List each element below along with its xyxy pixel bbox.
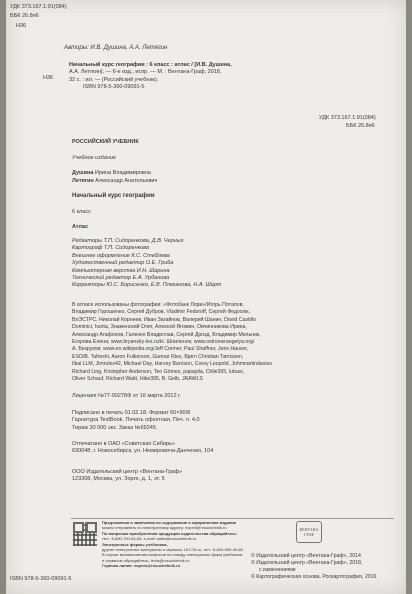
photo-credit-line: Егорова Елена; www.bryansky-les.ru/Н. Шпиленок; www.ostrovwrangelya.org/ [72, 339, 255, 346]
photo-credits [72, 302, 272, 383]
credit-line: Художественный редактор О.Е. Гриба [72, 260, 174, 267]
printer-line: 630048, г. Новосибирск, ул. Немировича-Данченко, 104 [72, 448, 214, 455]
qr-code-icon [73, 522, 97, 546]
person-surname: Летягин [72, 178, 94, 184]
photo-credit-line: ESO/B. Tafreshi, Aaron Fulkerson, Gunnar Ries, Bjørn Christian Tørrissen, [72, 353, 244, 360]
divider [71, 518, 394, 519]
footer-notes [102, 520, 243, 569]
credit-line: Технический редактор Е.А. Урбанова [72, 275, 170, 282]
footer-note-line: и сервисов обращайтесь: lecta@rosuchebnik.ru [102, 557, 190, 563]
catalog-line: А.А. Летягин]. — 6-е изд., испр. — М. : Вентана-Граф, 2018, [69, 69, 222, 76]
publisher-info [72, 469, 182, 484]
footer-note-line: другие электронные материалы и сервисы: LECTA.ru, тел.: 8-800-555-46-68 [102, 547, 243, 553]
copyright-line: © Картографическая основа. Роскартография, 2016 [251, 574, 377, 580]
catalog-description [69, 62, 232, 92]
footer-note-line: Горячая линия: vopros@rosuchebnik.ru [102, 563, 181, 569]
person-row [72, 178, 157, 184]
grade: 6 класс [72, 209, 91, 215]
catalog-code: Н36 [43, 75, 54, 81]
print-info [72, 410, 200, 432]
credit-line: Редакторы Т.П. Сидоренкова, Д.В. Черных [72, 238, 184, 244]
series-label: РОССИЙСКИЙ УЧЕБНИК [72, 139, 139, 145]
catalog-udk: УДК 373.167.1:91(084) [319, 115, 376, 121]
copyright-block [251, 553, 376, 581]
person-given-names: Ирина Владимировна [94, 170, 151, 176]
footer-note-line: Предложения и замечания по содержанию и оформлению издания [102, 520, 237, 525]
publisher-seal-logo [296, 521, 322, 543]
photo-credit-line: Александр Агафонов, Галенко Владислав, Сергей Дрозд, Владимир Мельник, [72, 331, 261, 338]
credit-line: Корректоры Ю.С. Борисенко, Е.В. Плеханова, Н.А. Шарт [72, 282, 222, 289]
catalog-line: ISBN 978-5-360-09091-5 [83, 84, 145, 91]
person-given-names: Александр Анатольевич [95, 178, 158, 184]
catalog-line: 32 с. : ил. — (Российский учебник). [69, 76, 159, 83]
catalog-line: Начальный курс географии : 6 класс : атлас / [И.В. Душина, [69, 62, 232, 68]
book-title: Начальный курс географии [72, 193, 155, 199]
copyright-line: с изменениями [259, 567, 296, 573]
photo-credit-line: ВлЭСТРС, Николай Корнеев, Иван Загайнов, Валерий Шанин, David Castillo [72, 316, 256, 323]
code-top: Н36 [16, 23, 27, 29]
edition-type: Учебное издание [72, 155, 116, 161]
book-imprint-page [6, 0, 406, 594]
credits-list [72, 238, 221, 290]
isbn-bottom: ISBN 978-5-360-09091-5 [10, 576, 72, 582]
photo-credit-line: Oliver Schauf, Richard Waitt, Hike395, B. Gelb, JRAWLS [72, 376, 203, 383]
publisher-line: 123308, Москва, ул. Зорге, д. 1, эт. 5 [72, 476, 165, 483]
footer-note-line: тел.: 8-800-700-64-83; e-mail: sales@rosuchebnik.ru [102, 536, 197, 542]
photo-credit-line: В атласе использованы фотографии: «Фотобанк Лори»/Игорь Потапов, [72, 302, 244, 308]
person-surname: Душина [72, 170, 94, 176]
publisher-line: ООО Издательский центр «Вентана-Граф» [72, 469, 183, 475]
credit-line: Внешнее оформление К.С. Стеблева [72, 252, 170, 259]
printer-line: Отпечатано в ОАО «Советская Сибирь» [72, 441, 175, 447]
footer-note-line: Электронные формы учебников, [102, 541, 168, 547]
printer-info [72, 441, 213, 456]
copyright-line: © Издательский центр «Вентана-Граф», 2014 [251, 553, 361, 559]
footer-note-line: В случае возникновения вопросов по поводу электронных форм учебников [102, 552, 243, 558]
footer-note-line: можно отправлять по электронному адресу: expert@rosuchebnik.ru [102, 525, 227, 531]
license-line: Лицензия №77-00278Ф от 16 марта 2012 г. [72, 393, 181, 399]
photo-credit-line: Richard Ling, Kristopher Anderson, Teo Gómez, papayita, Chile365, lubasi, [72, 368, 245, 375]
authors-line: Авторы: И.В. Душина, А.А. Летягин [64, 45, 168, 51]
photo-credit-line: Владимир Горошенко, Сергей Дубров, Vladimir Fedoroff, Сергей Федосюк, [72, 309, 251, 316]
credit-line: Компьютерная верстка И.Н. Шарина [72, 267, 170, 274]
print-info-line: Гарнитура TextBook. Печать офсетная. Печ. л. 4,0 [72, 417, 200, 424]
udk-top: УДК 373.167.1:91(084) [10, 4, 67, 10]
book-subtitle: Атлас [72, 224, 89, 230]
seal-text: ВЕНТАНА [299, 527, 319, 532]
footer-note-line: По вопросам приобретения продукции издательства обращайтесь: [102, 530, 238, 536]
photo-credit-line: Dominici, hunta, Знаменский Олег, Алексей Ягомин, Овчинникова Ирина, [72, 324, 247, 331]
photo-credit-line: Ilkai LLM, Jimrules42, Michael Day, Harvey Barrison, Corey Leopold, Johnmartindavies [72, 361, 272, 368]
photo-credit-line: А. Безруков; www.en.wikipedia.org/Jeff Cremer, Paul Shaffner, Jens Hauser, [72, 346, 249, 353]
copyright-line: © Издательский центр «Вентана-Граф», 2018, [251, 560, 363, 566]
seal-text: ГРАФ [304, 532, 314, 537]
bbk-top: ББК 26.8я6 [10, 13, 39, 19]
print-info-line: Подписано в печать 01.02.18. Формат 60×90/8 [72, 410, 191, 416]
catalog-bbk: ББК 26.8я6 [346, 123, 375, 129]
person-row [72, 170, 151, 176]
print-info-line: Тираж 30 000 экз. Заказ №69245. [72, 424, 158, 431]
credit-line: Картограф Т.П. Сидоренкова [72, 245, 150, 252]
